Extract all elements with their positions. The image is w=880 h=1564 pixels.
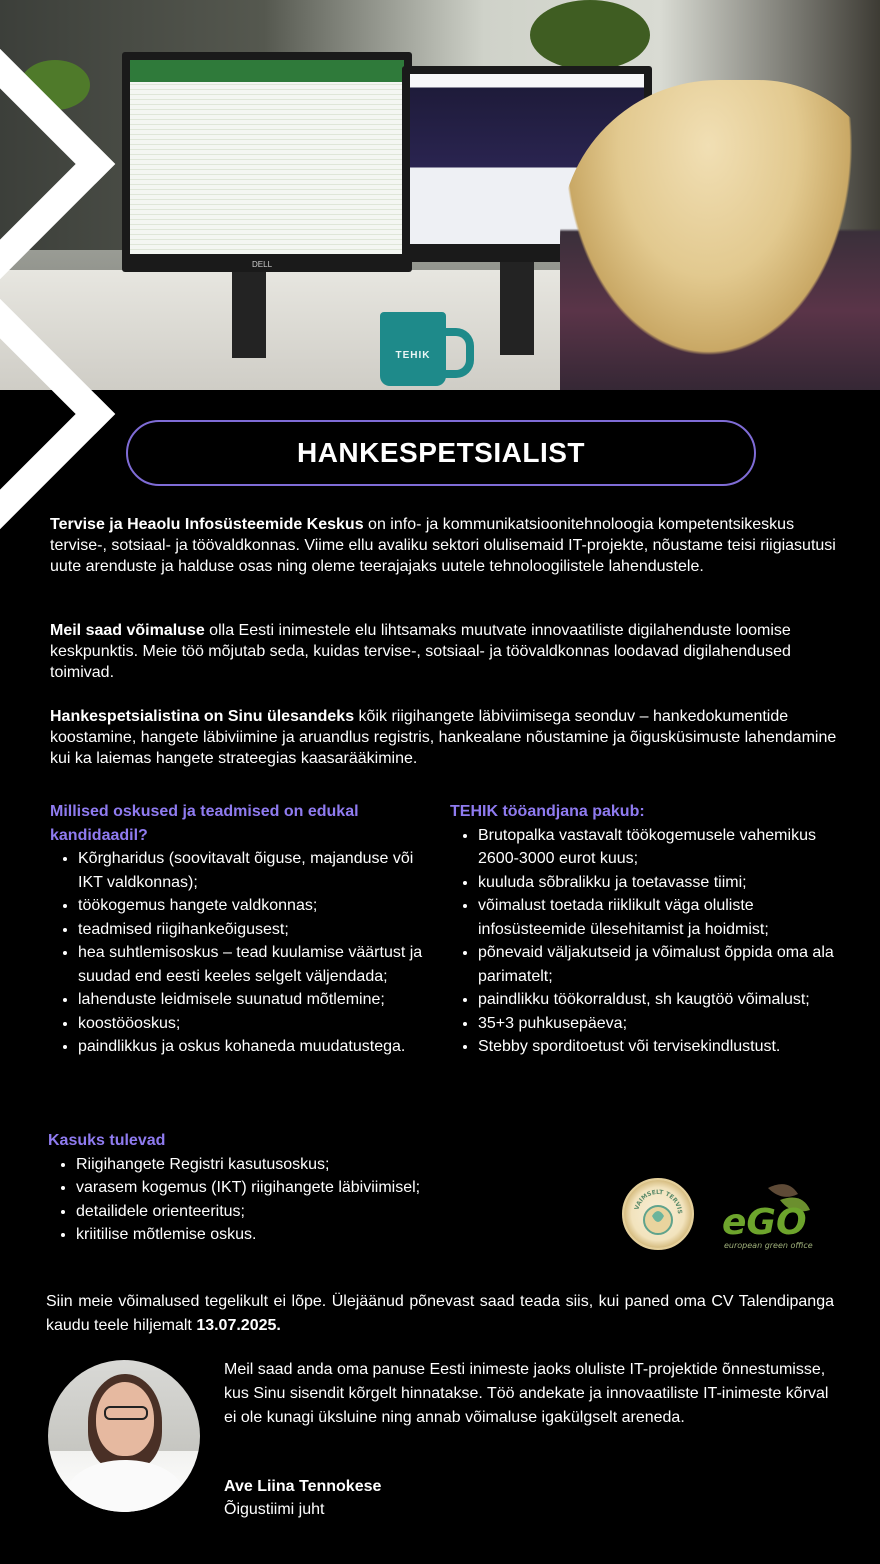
offers-list	[450, 824, 840, 1059]
offers-section	[450, 800, 840, 1059]
portrait-glasses	[104, 1406, 148, 1420]
intro-paragraph-2	[50, 620, 840, 683]
intro-1-bold: Tervise ja Heaolu Infosüsteemide Keskus	[50, 516, 364, 533]
monitor-brand-label: DELL	[252, 260, 273, 269]
skills-list	[50, 847, 440, 1059]
testimonial-quote: Meil saad anda oma panuse Eesti inimeste jaoks oluliste IT-projektide õnnestumisse, kus Sinu sisendit kõrgelt hinnatakse. Töö andekate ja innovaatiliste IT-inimeste kõrval ei ole kunagi üksluine ning annab võimaluse igakülgselt areneda.	[224, 1361, 829, 1426]
intro-2-text: olla Eesti inimestele elu lihtsamaks muutvate innovaatiliste digilahenduste loomise keskpunktis. Meie töö mõjutab seda, kuidas tervise-, sotsiaal- ja töövaldkonnas loodavad digilahendused toimivad.	[50, 622, 791, 681]
partner-logos	[622, 1176, 832, 1256]
intro-3-text: kõik riigihangete läbiviimisega seonduv – hankedokumentide koostamine, hangete läbiviimine ja aruandlus registris, hankealane nõustamine ja õigusküsimuste lahendamine kui ka laiemas hangete strateegias kaasarääkimine.	[50, 708, 837, 767]
ego-icon	[718, 1176, 828, 1252]
monitor-left	[122, 52, 412, 272]
seal-text: VAIMSELT TERVIS	[633, 1188, 684, 1215]
list-item: • hea suhtlemisoskus – tead kuulamise väärtust ja suudad end eesti keeles selgelt väljendada;	[78, 941, 440, 988]
ego-caption: european green office	[724, 1241, 813, 1250]
intro-paragraph-1	[50, 514, 840, 577]
list-item: • Brutopalka vastavalt töökogemusele vahemikus 2600-3000 eurot kuus;	[478, 824, 840, 871]
list-item: • detailidele orienteeritus;	[76, 1200, 568, 1224]
skills-heading: Millised oskused ja teadmised on edukal kandidaadil?	[50, 803, 359, 844]
monitor-stand-left	[232, 268, 266, 358]
list-item: • varasem kogemus (IKT) riigihangete läbiviimisel;	[76, 1176, 568, 1200]
closing-text: Siin meie võimalused tegelikult ei lõpe. Ülejäänud põnevast saad teada siis, kui paned oma CV Talendipanga kaudu teele hiljemalt	[46, 1293, 834, 1334]
testimonial-role: Õigustiimi juht	[224, 1501, 325, 1518]
woman-at-desk	[560, 80, 880, 390]
mug-brand-text: TEHIK	[395, 350, 431, 361]
list-item: • Kõrgharidus (soovitavalt õiguse, majanduse või IKT valdkonnas);	[78, 847, 440, 894]
european-green-office-logo	[718, 1176, 828, 1252]
bonus-list	[48, 1153, 568, 1247]
intro-paragraph-3	[50, 706, 840, 769]
list-item: • Riigihangete Registri kasutusoskus;	[76, 1153, 568, 1177]
list-item: • võimalust toetada riiklikult väga oluliste infosüsteemide ülesehitamist ja hoidmist;	[478, 894, 840, 941]
testimonial-name: Ave Liina Tennokese	[224, 1478, 382, 1495]
offers-heading: TEHIK tööandjana pakub:	[450, 803, 645, 820]
list-item: • paindlikku töökorraldust, sh kaugtöö võimalust;	[478, 988, 840, 1012]
tehik-mug	[380, 312, 446, 386]
deadline-date: 13.07.2025.	[196, 1316, 281, 1334]
list-item: • töökogemus hangete valdkonnas;	[78, 894, 440, 918]
list-item: • paindlikkus ja oskus kohaneda muudatustega.	[78, 1035, 440, 1059]
plant-leaves	[530, 0, 650, 70]
closing-paragraph	[46, 1290, 834, 1337]
list-item: • põnevaid väljakutseid ja võimalust õppida oma ala parimatelt;	[478, 941, 840, 988]
list-item: • koostööoskus;	[78, 1012, 440, 1036]
title-frame	[126, 420, 756, 486]
list-item: • lahenduste leidmisele suunatud mõtlemine;	[78, 988, 440, 1012]
intro-1-text: on info- ja kommunikatsioonitehnoloogia kompetentsikeskus tervise-, sotsiaal- ja töövaldkonnas. Viime ellu avaliku sektori olulisemaid IT-projekte, nõustame teisi riigiasutusi uute arenduste ja halduse osas ning oleme teerajajaks uutele tehnoloogilistele lahendustele.	[50, 516, 836, 575]
list-item: • kriitilise mõtlemise oskus.	[76, 1223, 568, 1247]
page-title: HANKESPETSIALIST	[296, 437, 586, 468]
intro-3-bold: Hankespetsialistina on Sinu ülesandeks	[50, 708, 355, 725]
spreadsheet-screen	[130, 60, 404, 254]
avatar	[48, 1360, 200, 1512]
spreadsheet-toolbar	[130, 60, 404, 82]
seal-icon	[624, 1180, 692, 1248]
monitor-stand-right	[500, 255, 534, 355]
list-item: • 35+3 puhkusepäeva;	[478, 1012, 840, 1036]
portrait-shirt	[66, 1460, 184, 1512]
mental-health-seal-logo	[622, 1178, 694, 1250]
hero-photo	[0, 0, 880, 390]
skills-section	[50, 800, 440, 1059]
list-item: • Stebby sporditoetust või tervisekindlustust.	[478, 1035, 840, 1059]
ego-mark: eGO	[722, 1202, 807, 1243]
bonus-heading: Kasuks tulevad	[48, 1132, 166, 1149]
list-item: • kuuluda sõbralikku ja toetavasse tiimi;	[478, 871, 840, 895]
intro-2-bold: Meil saad võimaluse	[50, 622, 205, 639]
bonus-section	[48, 1129, 568, 1247]
list-item: • teadmised riigihankeõigusest;	[78, 918, 440, 942]
